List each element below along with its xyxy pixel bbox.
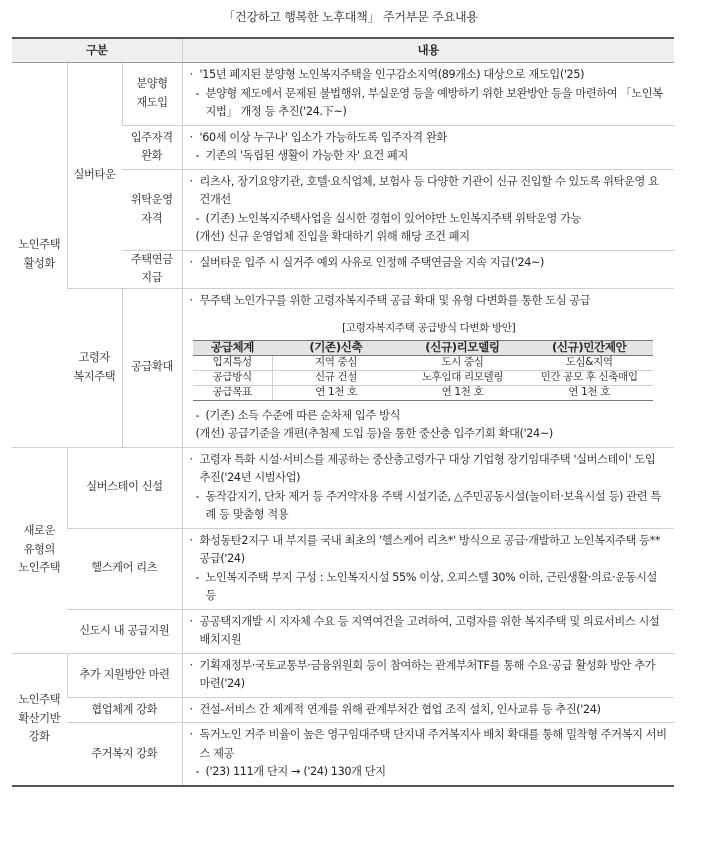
bullet-item: [190, 532, 669, 569]
bullet-marker: ·: [189, 702, 193, 716]
header-content: 내용: [182, 38, 674, 63]
bullet-marker: -: [195, 765, 200, 778]
subtable-cell: 민간 공모 후 신축매입: [526, 370, 653, 385]
table-header-row: [12, 38, 674, 63]
subgroup-label: 고령자 복지주택: [67, 288, 122, 447]
subtable-cell: 연 1천 호: [399, 385, 526, 400]
bullet-marker: ·: [189, 130, 193, 144]
item-label: 위탁운영 자격: [122, 169, 182, 250]
content-text: (기존) 소득 수준에 따른 순차제 입주 방식: [205, 408, 401, 422]
subtable-header-row: [193, 340, 653, 355]
subtable-cell: 지역 중심: [273, 355, 400, 370]
subtable-header-cell: (신규)리모델링: [399, 340, 526, 355]
bullet-item: [190, 657, 669, 694]
item-content: [182, 609, 674, 653]
sub-bullet-item: [190, 763, 669, 782]
sub-bullet-item: [190, 147, 669, 166]
item-content: [182, 125, 674, 169]
subtable-header-cell: 공급체계: [193, 340, 273, 355]
policy-table: [12, 37, 674, 787]
subtable-cell: 연 1천 호: [526, 385, 653, 400]
bullet-marker: -: [195, 211, 200, 225]
bullet-item: [190, 292, 669, 311]
content-text: 동작감지기, 단차 제거 등 주거약자용 주택 시설기준, △주민공동시설(놀이터·보육시설 등) 관련 특례 등 맞춤형 적용: [205, 489, 661, 521]
content-text: 분양형 제도에서 문제된 불법행위, 부실운영 등을 예방하기 위한 보완방안 등을 마련하여 「노인복지법」 개정 등 추진('24.下~): [205, 86, 663, 118]
sub-bullet-item: [190, 569, 669, 606]
item-content: [182, 63, 674, 126]
item-content: [182, 250, 674, 288]
content-text: 화성동탄2지구 내 부지를 국내 최초의 '헬스케어 리츠*' 방식으로 공급·개발하고 노인복지주택 등** 공급('24): [199, 533, 661, 565]
table-row: [12, 288, 674, 447]
content-text: ('23) 111개 단지 → ('24) 130개 단지: [205, 765, 386, 778]
bullet-item: [190, 129, 669, 148]
item-label: 공급확대: [122, 288, 182, 447]
table-row: [12, 528, 674, 609]
bullet-item: [190, 254, 669, 273]
item-content: [182, 528, 674, 609]
bullet-item: [190, 173, 669, 210]
bullet-marker: -: [195, 86, 200, 100]
content-text: 무주택 노인가구를 위한 고령자복지주택 공급 확대 및 유형 다변화를 통한 도심 공급: [199, 293, 591, 307]
group-label: 노인주택 활성화: [12, 63, 67, 448]
bullet-marker: -: [195, 149, 200, 162]
subtable-cell: 도시 중심: [399, 355, 526, 370]
bullet-marker: -: [195, 570, 200, 584]
table-row: [12, 653, 674, 697]
bullet-marker: ·: [189, 728, 193, 741]
subtable-row: [193, 355, 653, 370]
subtable-cell: 연 1천 호: [273, 385, 400, 400]
page-title: 「건강하고 행복한 노후대책」 주거부문 주요내용: [223, 10, 478, 24]
content-line: [190, 228, 669, 247]
content-text: 기획재정부·국토교통부·금융위원회 등이 참여하는 관계부처TF를 통해 수요·공급 활성화 방안 추가 마련('24): [199, 658, 656, 690]
item-content: [182, 447, 674, 528]
subtable-cell: 공급방식: [193, 370, 273, 385]
sub-bullet-item: [190, 488, 669, 525]
subtable-header-cell: (기존)신축: [273, 340, 400, 355]
content-text: '60세 이상 누구나' 입소가 가능하도록 입주자격 완화: [199, 130, 447, 144]
bullet-item: [190, 701, 669, 720]
sub-bullet-item: [190, 407, 669, 426]
bullet-marker: ·: [189, 614, 193, 628]
item-label: 주거복지 강화: [67, 723, 182, 786]
header-category: 구분: [12, 38, 182, 63]
table-row: [12, 63, 674, 126]
content-text: 고령자 특화 시설·서비스를 제공하는 중산층고령가구 대상 기업형 장기임대주택 '실버스테이' 도입 추진('24년 시범사업): [199, 452, 656, 484]
subtable-cell: 입지특성: [193, 355, 273, 370]
table-row: [12, 697, 674, 723]
table-row: [12, 609, 674, 653]
subtable-cell: 신규 건설: [273, 370, 400, 385]
bullet-marker: ·: [189, 658, 193, 672]
subtable-cell: 노후임대 리모델링: [399, 370, 526, 385]
table-body: [12, 63, 674, 786]
item-content: [182, 653, 674, 697]
bullet-marker: ·: [189, 452, 193, 466]
content-line: [190, 425, 669, 444]
bullet-marker: ·: [189, 174, 193, 188]
subtable-header-cell: (신규)민간제안: [526, 340, 653, 355]
bullet-marker: ·: [189, 255, 193, 269]
item-label: 분양형 재도입: [122, 63, 182, 126]
table-row: [12, 723, 674, 786]
content-text: 노인복지주택 부지 구성 : 노인복지시설 55% 이상, 오피스텔 30% 이하, 근린생활·의료·운동시설 등: [205, 570, 657, 602]
group-label: 새로운 유형의 노인주택: [12, 447, 67, 653]
supply-method-table: [193, 340, 653, 401]
bullet-marker: ·: [189, 68, 193, 81]
item-content: [182, 723, 674, 786]
item-label: 협업체계 강화: [67, 697, 182, 723]
content-text: 기존의 '독립된 생활이 가능한 자' 요건 폐지: [205, 149, 408, 162]
bullet-marker: -: [195, 489, 200, 503]
bullet-marker: ·: [189, 293, 193, 307]
bullet-marker: -: [195, 408, 200, 422]
content-text: 리츠사, 장기요양기관, 호텔·요식업체, 보험사 등 다양한 기관이 신규 진입할 수 있도록 위탁운영 요건개선: [199, 174, 659, 206]
item-label: 헬스케어 리츠: [67, 528, 182, 609]
sub-bullet-item: [190, 85, 669, 122]
content-text: (기존) 노인복지주택사업을 실시한 경험이 있어야만 노인복지주택 위탁운영 가능: [205, 211, 582, 225]
content-text: 건설-서비스 간 체계적 연계를 위해 관계부처간 협업 조직 설치, 인사교류 등 추진('24): [199, 702, 601, 716]
subtable-cell: 공급목표: [193, 385, 273, 400]
bullet-marker: ·: [189, 533, 193, 547]
item-label: 추가 지원방안 마련: [67, 653, 182, 697]
item-label: 주택연금 지급: [122, 250, 182, 288]
content-text: (개선) 공급기준을 개편(추첨제 도입 등)을 통한 중산층 입주기회 확대('24~): [195, 427, 553, 440]
sub-bullet-item: [190, 210, 669, 229]
bullet-item: [190, 451, 669, 488]
subgroup-label: 실버타운: [67, 63, 122, 289]
item-label: 실버스테이 신설: [67, 447, 182, 528]
subtable-cell: 도심&지역: [526, 355, 653, 370]
item-label: 신도시 내 공급지원: [67, 609, 182, 653]
subtable-row: [193, 370, 653, 385]
bullet-item: [190, 66, 669, 85]
bullet-item: [190, 726, 669, 763]
content-text: 독거노인 거주 비율이 높은 영구임대주택 단지내 주거복지사 배치 확대를 통해 밀착형 주거복지 서비스 제공: [199, 728, 667, 760]
bullet-item: [190, 613, 669, 650]
item-content: [182, 169, 674, 250]
subtable-caption: [고령자복지주택 공급방식 다변화 방안]: [342, 322, 516, 334]
subtable-row: [193, 385, 653, 400]
content-text: 공공택지개발 시 지자체 수요 등 지역여건을 고려하여, 고령자를 위한 복지주택 및 의료서비스 시설 배치지원: [199, 614, 660, 646]
item-content: [182, 288, 674, 447]
content-text: '15년 폐지된 분양형 노인복지주택을 인구감소지역(89개소) 대상으로 재도입('25): [199, 68, 585, 81]
content-text: (개선) 신규 운영업체 진입을 확대하기 위해 해당 조건 폐지: [195, 230, 470, 243]
item-label: 입주자격 완화: [122, 125, 182, 169]
table-row: [12, 447, 674, 528]
content-text: 실버타운 입주 시 실거주 예외 사유로 인정해 주택연금을 지속 지급('24~): [199, 255, 545, 269]
group-label: 노인주택 확산기반 강화: [12, 653, 67, 786]
item-content: [182, 697, 674, 723]
